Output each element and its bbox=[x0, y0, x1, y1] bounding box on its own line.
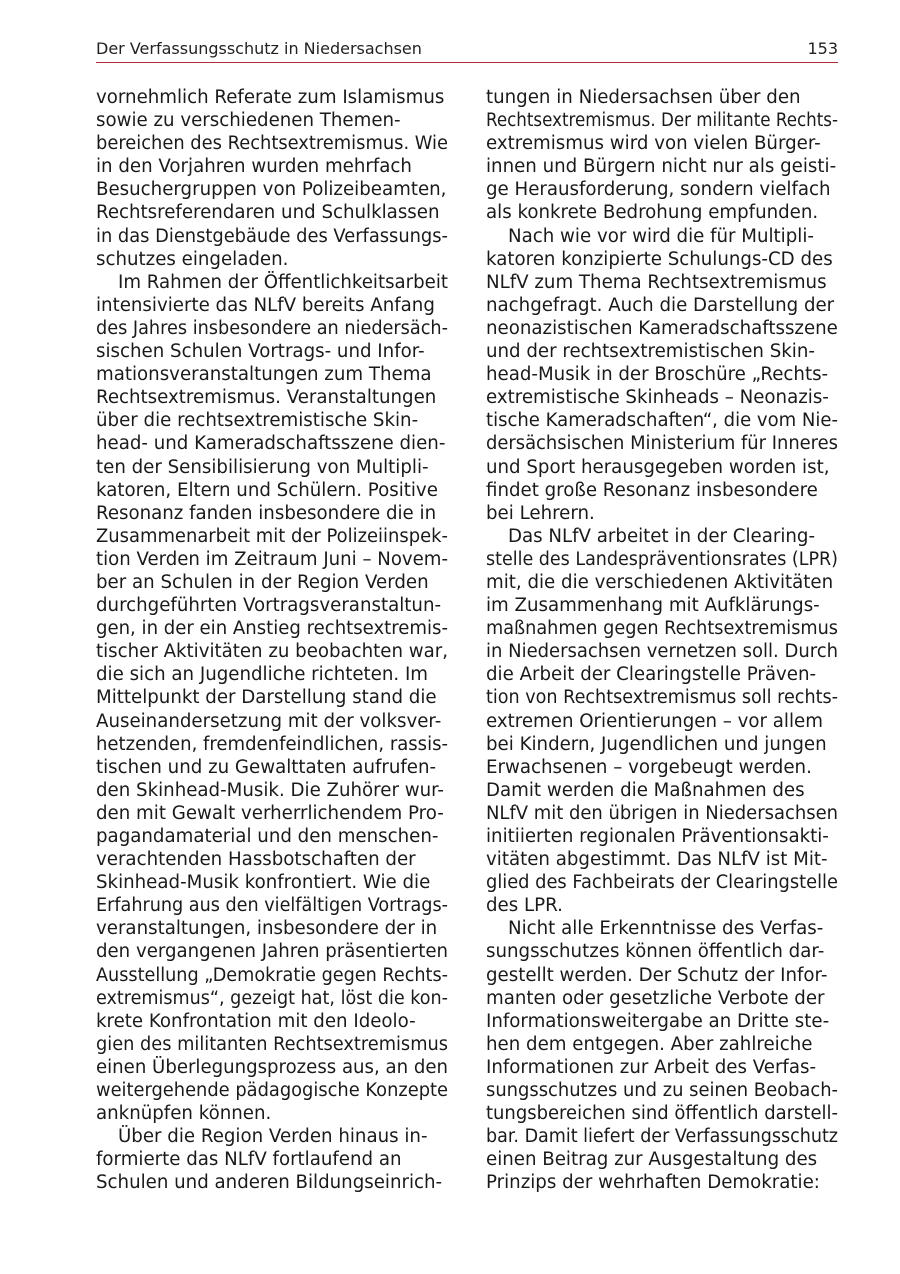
text-line: mit, die die verschiedenen Aktivitäten bbox=[486, 571, 834, 593]
text-line: extremismus“, gezeigt hat, löst die kon- bbox=[96, 987, 449, 1009]
text-line: Rechtsextremismus. Veranstaltungen bbox=[96, 387, 437, 409]
text-line: Mittelpunkt der Darstellung stand die bbox=[96, 687, 437, 709]
text-line: sowie zu verschiedenen Themen- bbox=[96, 110, 401, 132]
text-line: extremistische Skinheads – Neonazis- bbox=[486, 387, 829, 409]
text-line: tion von Rechtsextremismus soll rechts- bbox=[486, 687, 839, 709]
text-line: extremismus wird von vielen Bürger- bbox=[486, 133, 821, 155]
text-line: gestellt werden. Der Schutz der Infor- bbox=[486, 964, 828, 986]
text-line: vornehmlich Referate zum Islamismus bbox=[96, 87, 445, 108]
text-line: formierte das NLfV fortlaufend an bbox=[96, 1149, 402, 1171]
text-line: stelle des Landespräventionsrates (LPR) bbox=[486, 548, 839, 570]
text-line: bereichen des Rechtsextremismus. Wie bbox=[96, 133, 449, 155]
text-line: bar. Damit liefert der Verfassungsschutz bbox=[486, 1126, 839, 1148]
text-line: im Zusammenhang mit Aufklärungs- bbox=[486, 595, 820, 617]
text-line: in Niedersachsen vernetzen soll. Durch bbox=[486, 641, 839, 663]
text-line: innen und Bürgern nicht nur als geisti- bbox=[486, 156, 837, 178]
text-line: sungsschutzes und zu seinen Beobach- bbox=[486, 1080, 839, 1102]
text-line: des LPR. bbox=[486, 895, 563, 917]
text-line: in den Vorjahren wurden mehrfach bbox=[96, 156, 412, 178]
text-line: einen Überlegungsprozess aus, an den bbox=[96, 1056, 449, 1078]
text-line: weitergehende pädagogische Konzepte bbox=[96, 1080, 448, 1102]
text-line: Das NLfV arbeitet in der Clearing- bbox=[508, 525, 816, 547]
text-line: NLfV mit den übrigen in Niedersachsen bbox=[486, 802, 839, 824]
text-line: findet große Resonanz insbesondere bbox=[486, 479, 818, 501]
text-line: hen dem entgegen. Aber zahlreiche bbox=[486, 1033, 813, 1055]
text-line: und Sport herausgegeben worden ist, bbox=[486, 456, 830, 478]
text-line: tungsbereichen sind öffentlich darstell- bbox=[486, 1103, 838, 1125]
text-line: bei Kindern, Jugendlichen und jungen bbox=[486, 733, 827, 755]
text-line: ten der Sensibilisierung von Multipli- bbox=[96, 456, 429, 478]
text-line: tion Verden im Zeitraum Juni – Novem- bbox=[96, 548, 449, 570]
text-line: head-Musik in der Broschüre „Rechts- bbox=[486, 364, 829, 386]
text-line: gien des militanten Rechtsextremismus bbox=[96, 1033, 449, 1055]
text-line: vitäten abgestimmt. Das NLfV ist Mit- bbox=[486, 849, 828, 871]
text-line: schutzes eingeladen. bbox=[96, 248, 289, 270]
text-line: den vergangenen Jahren präsentierten bbox=[96, 941, 449, 963]
text-line: tische Kameradschaften“, die vom Nie- bbox=[486, 410, 839, 432]
text-line: Schulen und anderen Bildungseinrich- bbox=[96, 1172, 443, 1194]
left-text-column bbox=[96, 86, 448, 1195]
text-line: NLfV zum Thema Rechtsextremismus bbox=[486, 271, 827, 293]
text-line: Prinzips der wehrhaften Demokratie: bbox=[486, 1172, 820, 1194]
text-line: manten oder gesetzliche Verbote der bbox=[486, 987, 825, 1009]
text-line: Auseinandersetzung mit der volksver- bbox=[96, 710, 442, 732]
text-line: durchgeführten Vortragsveranstaltun- bbox=[96, 595, 442, 617]
text-line: über die rechtsextremistische Skin- bbox=[96, 410, 419, 432]
text-line: sungsschutzes können öffentlich dar- bbox=[486, 941, 825, 963]
text-line: des Jahres insbesondere an niedersäch- bbox=[96, 317, 449, 339]
text-line: neonazistischen Kameradschaftsszene bbox=[486, 317, 838, 339]
text-line: pagandamaterial und den menschen- bbox=[96, 826, 439, 847]
text-line: Informationsweitergabe an Dritte ste- bbox=[486, 1010, 830, 1032]
text-line: in das Dienstgebäude des Verfassungs- bbox=[96, 225, 448, 247]
text-line: Rechtsextremismus. Der militante Rechts- bbox=[486, 110, 839, 132]
text-line: ber an Schulen in der Region Verden bbox=[96, 571, 429, 593]
text-line: Erfahrung aus den vielfältigen Vortrags- bbox=[96, 895, 448, 917]
text-line: maßnahmen gegen Rechtsextremismus bbox=[486, 618, 838, 640]
text-line: tischer Aktivitäten zu beobachten war, bbox=[96, 641, 449, 663]
text-line: Damit werden die Maßnahmen des bbox=[486, 779, 805, 801]
text-line: glied des Fachbeirats der Clearingstelle bbox=[486, 872, 838, 894]
text-line: tischen und zu Gewalttaten aufrufen- bbox=[96, 756, 437, 778]
text-line: Über die Region Verden hinaus in- bbox=[118, 1126, 428, 1148]
text-line: tungen in Niedersachsen über den bbox=[486, 87, 801, 108]
text-line: katoren, Eltern und Schülern. Positive bbox=[96, 479, 438, 501]
text-line: Nicht alle Erkenntnisse des Verfas- bbox=[508, 918, 824, 940]
text-line: Ausstellung „Demokratie gegen Rechts- bbox=[96, 964, 449, 986]
page-number: 153 bbox=[807, 39, 838, 58]
text-line: initiierten regionalen Präventionsakti- bbox=[486, 826, 829, 847]
text-line: die sich an Jugendliche richteten. Im bbox=[96, 664, 429, 686]
text-line: gen, in der ein Anstieg rechtsextremis- bbox=[96, 618, 449, 640]
text-line: katoren konzipierte Schulungs-CD des bbox=[486, 248, 833, 270]
text-line: mationsveranstaltungen zum Thema bbox=[96, 364, 432, 386]
text-line: nachgefragt. Auch die Darstellung der bbox=[486, 294, 835, 316]
text-line: bei Lehrern. bbox=[486, 502, 595, 524]
text-line: Zusammenarbeit mit der Polizeiinspek- bbox=[96, 525, 448, 547]
text-line: Informationen zur Arbeit des Verfas- bbox=[486, 1056, 817, 1078]
running-header bbox=[96, 38, 838, 63]
text-line: extremen Orientierungen – vor allem bbox=[486, 710, 823, 732]
right-text-column bbox=[486, 86, 838, 1195]
text-line: verachtenden Hassbotschaften der bbox=[96, 849, 416, 871]
text-line: ge Herausforderung, sondern vielfach bbox=[486, 179, 831, 201]
text-line: hetzenden, fremdenfeindlichen, rassis- bbox=[96, 733, 449, 755]
text-line: Resonanz fanden insbesondere die in bbox=[96, 502, 437, 524]
text-line: Im Rahmen der Öffentlichkeitsarbeit bbox=[118, 271, 448, 293]
text-line: veranstaltungen, insbesondere der in bbox=[96, 918, 438, 940]
text-line: Besuchergruppen von Polizeibeamten, bbox=[96, 179, 447, 201]
text-line: und der rechtsextremistischen Skin- bbox=[486, 341, 815, 363]
header-title: Der Verfassungsschutz in Niedersachsen bbox=[96, 39, 422, 58]
text-line: die Arbeit der Clearingstelle Präven- bbox=[486, 664, 817, 686]
text-line: als konkrete Bedrohung empfunden. bbox=[486, 202, 819, 224]
text-line: head- und Kameradschaftsszene dien- bbox=[96, 433, 446, 455]
text-line: intensivierte das NLfV bereits Anfang bbox=[96, 294, 435, 316]
text-line: einen Beitrag zur Ausgestaltung des bbox=[486, 1149, 818, 1171]
text-line: dersächsischen Ministerium für Inneres bbox=[486, 433, 838, 455]
text-line: sischen Schulen Vortrags- und Infor- bbox=[96, 341, 425, 363]
text-line: krete Konfrontation mit den Ideolo- bbox=[96, 1010, 416, 1032]
text-line: den Skinhead-Musik. Die Zuhörer wur- bbox=[96, 779, 444, 801]
text-line: Rechtsreferendaren und Schulklassen bbox=[96, 202, 440, 224]
text-line: den mit Gewalt verherrlichendem Pro- bbox=[96, 802, 444, 824]
text-line: anknüpfen können. bbox=[96, 1103, 272, 1125]
text-line: Erwachsenen – vorgebeugt werden. bbox=[486, 756, 812, 778]
text-line: Nach wie vor wird die für Multipli- bbox=[508, 225, 814, 247]
text-line: Skinhead-Musik konfrontiert. Wie die bbox=[96, 872, 431, 894]
